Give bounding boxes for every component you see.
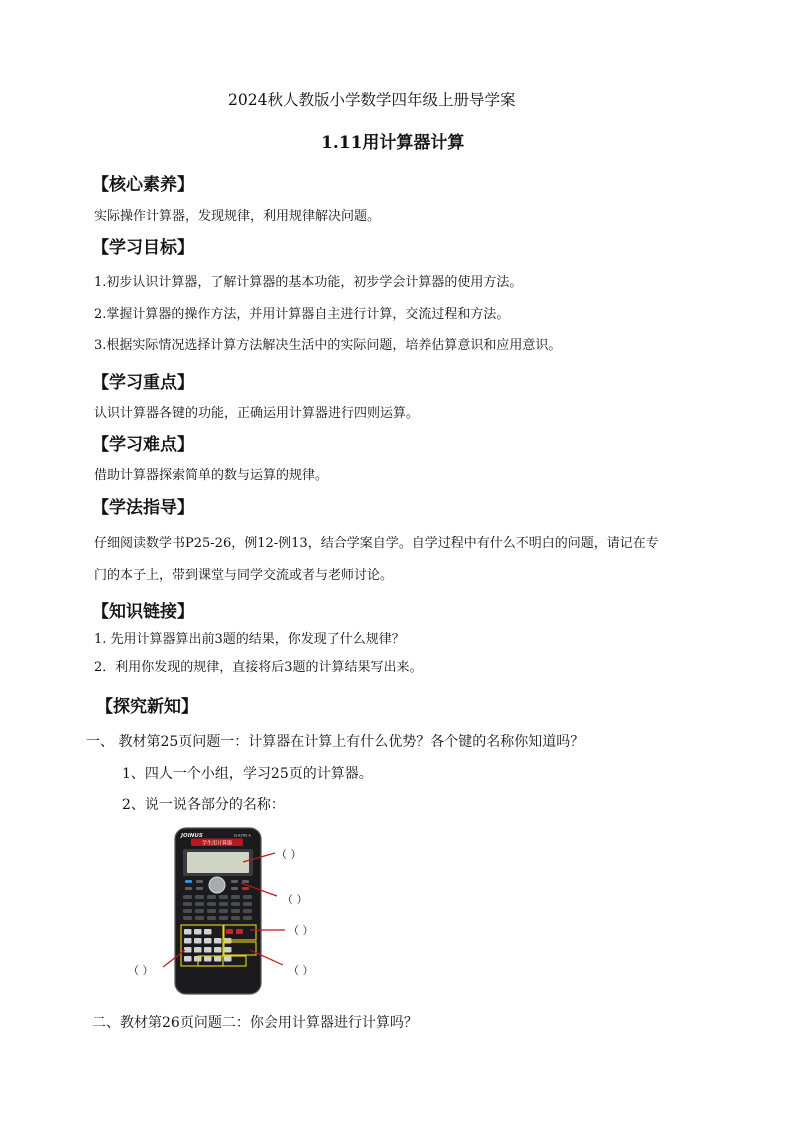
section-method-line2: 门的本子上，带到课堂与同学交流或者与老师讨论。 [94,568,394,583]
label-blank-display: （ ） [276,848,302,861]
section-goals-heading: 【学习目标】 [92,238,194,258]
explore-question-1-sub-1: 1、四人一个小组，学习25页的计算器。 [122,766,373,782]
section-key-text: 认识计算器各键的功能，正确运用计算器进行四则运算。 [94,406,420,421]
label-blank-control: （ ） [282,893,308,906]
link-item-1: 1. 先用计算器算出前3题的结果，你发现了什么规律？ [94,632,405,647]
label-blank-clear: （ ） [288,924,314,937]
section-method-heading: 【学法指导】 [92,498,194,518]
calculator-model: JS-82MS-A [234,833,251,838]
section-core-text: 实际操作计算器，发现规律，利用规律解决问题。 [94,209,381,224]
section-difficulty-text: 借助计算器探索简单的数与运算的规律。 [94,468,329,483]
label-blank-operator-keys: （ ） [288,964,314,977]
explore-question-1: 一、 教材第25页问题一：计算器在计算上有什么优势？各个键的名称你知道吗？ [86,734,585,750]
explore-question-2: 二、教材第26页问题二：你会用计算器进行计算吗？ [92,1015,418,1031]
goal-item-2: 2.掌握计算器的操作方法，并用计算器自主进行计算，交流过程和方法。 [94,307,510,322]
document-subtitle: 1.11用计算器计算 [321,133,465,153]
explore-question-1-sub-2: 2、说一说各部分的名称： [122,797,285,813]
section-difficulty-heading: 【学习难点】 [92,435,194,455]
link-item-2: 2．利用你发现的规律，直接将后3题的计算结果写出来。 [94,660,423,675]
goal-item-1: 1.初步认识计算器，了解计算器的基本功能，初步学会计算器的使用方法。 [94,275,523,290]
goal-item-3: 3.根据实际情况选择计算方法解决生活中的实际问题，培养估算意识和应用意识。 [94,338,562,353]
section-method-line1: 仔细阅读数学书P25-26，例12-例13，结合学案自学。自学过程中有什么不明白的问题，请记在专 [94,536,659,551]
label-blank-number-keys: （ ） [128,964,154,977]
section-link-heading: 【知识链接】 [92,602,194,622]
calculator-label: 学生用计算器 [201,840,233,847]
section-core-heading: 【核心素养】 [92,175,194,195]
document-title: 2024秋人教版小学数学四年级上册导学案 [228,91,516,109]
calculator-brand: JOINUS [181,833,203,839]
section-key-heading: 【学习重点】 [92,373,194,393]
section-explore-heading: 【探究新知】 [96,697,198,717]
